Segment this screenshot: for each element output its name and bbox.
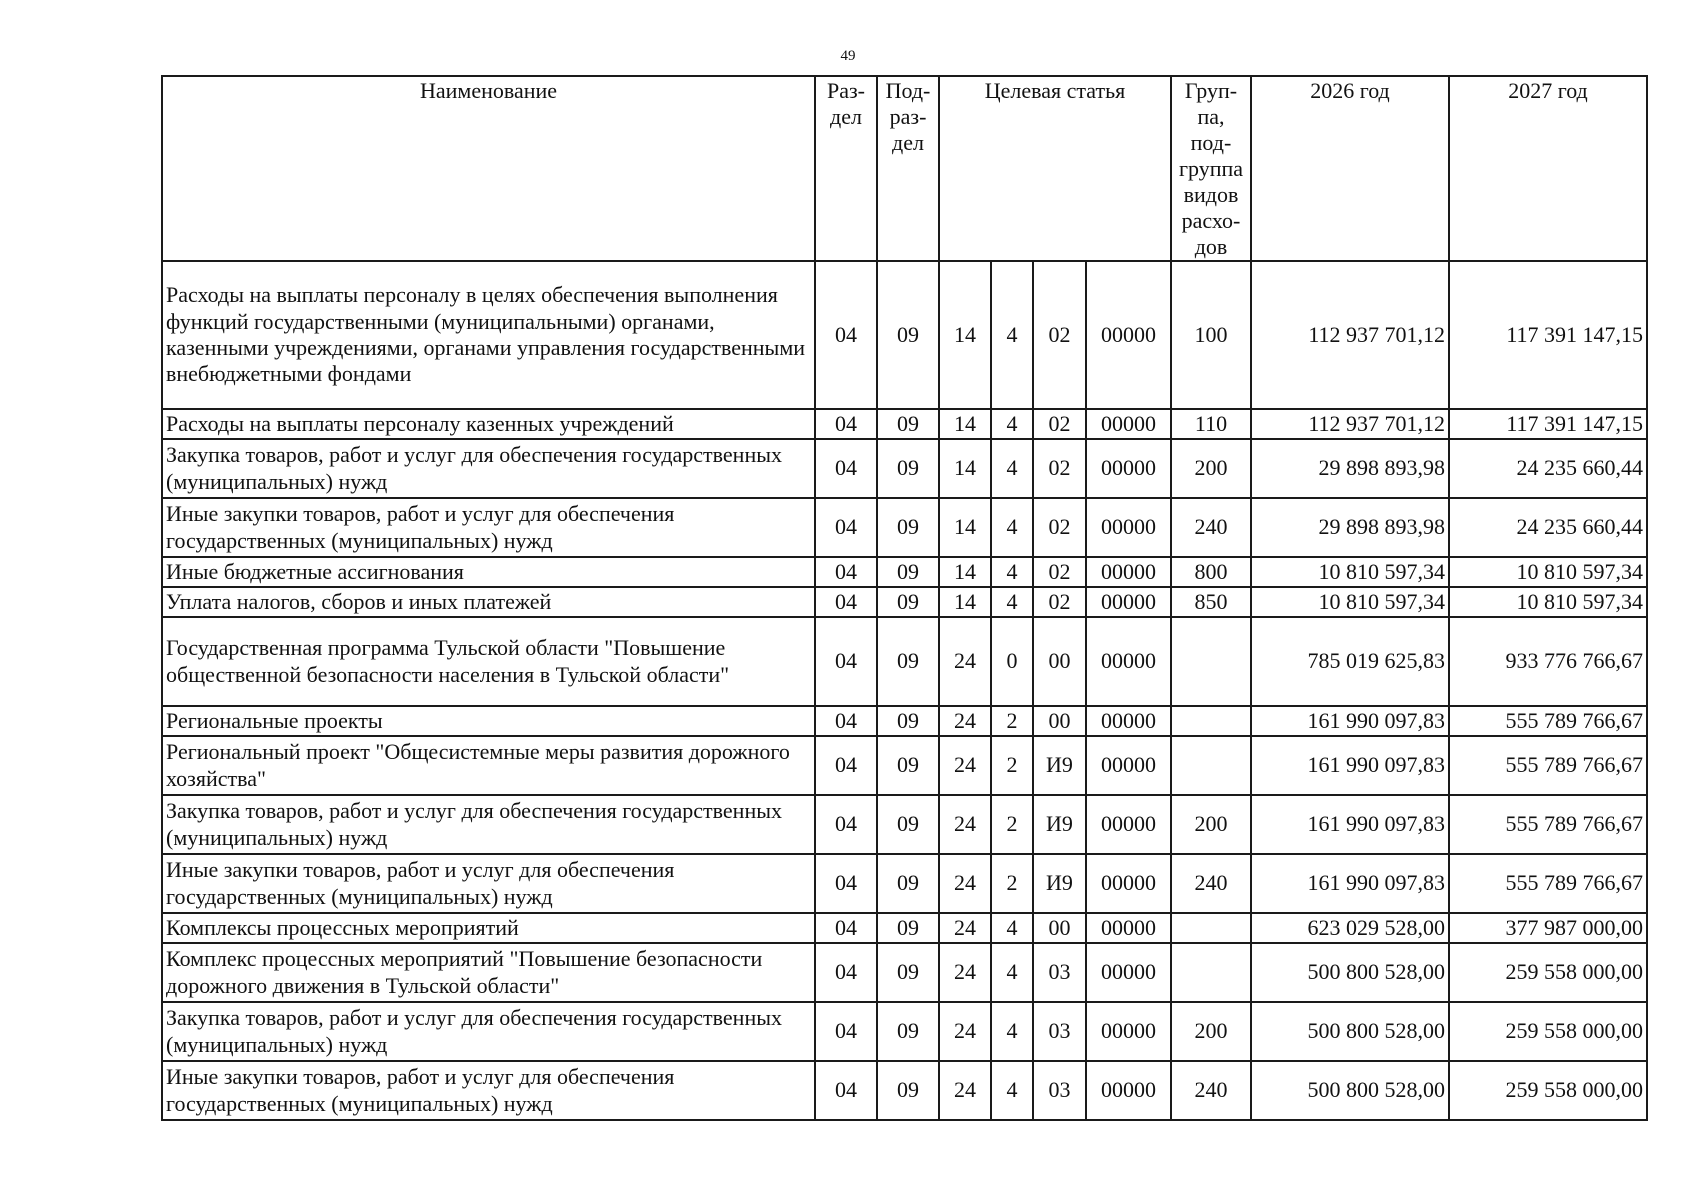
row-section: 04 (815, 1002, 877, 1061)
table-row (162, 409, 1647, 439)
row-target-type: 4 (991, 587, 1033, 617)
row-section: 04 (815, 736, 877, 795)
row-target-direction: 00000 (1086, 1002, 1171, 1061)
row-target-direction: 00000 (1086, 854, 1171, 913)
table-row (162, 261, 1647, 409)
row-target-structure: 00 (1033, 617, 1086, 706)
row-name: Уплата налогов, сборов и иных платежей (162, 587, 815, 617)
row-amount-2026: 161 990 097,83 (1251, 736, 1449, 795)
row-amount-2026: 112 937 701,12 (1251, 261, 1449, 409)
table-row (162, 1061, 1647, 1120)
row-target-direction: 00000 (1086, 795, 1171, 854)
row-target-structure: 00 (1033, 913, 1086, 943)
table-header-row (162, 76, 1647, 261)
row-expense-group: 850 (1171, 587, 1251, 617)
row-target-structure: 02 (1033, 261, 1086, 409)
row-target-program: 14 (939, 587, 991, 617)
row-amount-2027: 377 987 000,00 (1449, 913, 1647, 943)
row-name: Иные бюджетные ассигнования (162, 557, 815, 587)
row-expense-group: 800 (1171, 557, 1251, 587)
row-target-program: 14 (939, 439, 991, 498)
header-2026: 2026 год (1251, 76, 1449, 261)
row-target-type: 2 (991, 736, 1033, 795)
row-section: 04 (815, 617, 877, 706)
row-target-program: 24 (939, 617, 991, 706)
row-amount-2027: 117 391 147,15 (1449, 261, 1647, 409)
row-expense-group: 200 (1171, 795, 1251, 854)
row-amount-2026: 500 800 528,00 (1251, 1002, 1449, 1061)
row-target-direction: 00000 (1086, 439, 1171, 498)
table-row (162, 439, 1647, 498)
row-name: Расходы на выплаты персоналу в целях обеспечения выполнения функций государственными (муниципальными) органами, казенными учреждениями, органами управления государственными внебюджетными фондами (162, 261, 815, 409)
row-amount-2027: 259 558 000,00 (1449, 1061, 1647, 1120)
row-target-program: 24 (939, 854, 991, 913)
budget-table (161, 75, 1648, 1121)
row-subsection: 09 (877, 1061, 939, 1120)
row-expense-group (1171, 617, 1251, 706)
row-amount-2026: 161 990 097,83 (1251, 795, 1449, 854)
table-row (162, 498, 1647, 557)
row-amount-2027: 24 235 660,44 (1449, 439, 1647, 498)
row-name: Иные закупки товаров, работ и услуг для обеспечения государственных (муниципальных) нужд (162, 854, 815, 913)
row-amount-2027: 10 810 597,34 (1449, 557, 1647, 587)
row-target-direction: 00000 (1086, 261, 1171, 409)
row-subsection: 09 (877, 261, 939, 409)
row-subsection: 09 (877, 587, 939, 617)
row-amount-2027: 24 235 660,44 (1449, 498, 1647, 557)
row-target-program: 24 (939, 736, 991, 795)
row-name: Государственная программа Тульской области "Повышение общественной безопасности населения в Тульской области" (162, 617, 815, 706)
row-target-type: 4 (991, 498, 1033, 557)
row-target-type: 4 (991, 1002, 1033, 1061)
header-subsection: Под- раз- дел (877, 76, 939, 261)
row-section: 04 (815, 498, 877, 557)
row-amount-2027: 555 789 766,67 (1449, 795, 1647, 854)
row-section: 04 (815, 854, 877, 913)
row-target-structure: 03 (1033, 943, 1086, 1002)
table-row (162, 943, 1647, 1002)
row-name: Региональные проекты (162, 706, 815, 736)
row-amount-2027: 10 810 597,34 (1449, 587, 1647, 617)
row-target-direction: 00000 (1086, 736, 1171, 795)
row-target-type: 4 (991, 943, 1033, 1002)
table-row (162, 795, 1647, 854)
row-name: Закупка товаров, работ и услуг для обеспечения государственных (муниципальных) нужд (162, 1002, 815, 1061)
table-row (162, 736, 1647, 795)
table-row (162, 854, 1647, 913)
table-row (162, 617, 1647, 706)
row-target-direction: 00000 (1086, 587, 1171, 617)
row-target-structure: 02 (1033, 498, 1086, 557)
row-target-program: 24 (939, 1061, 991, 1120)
row-target-type: 2 (991, 795, 1033, 854)
row-amount-2026: 785 019 625,83 (1251, 617, 1449, 706)
row-amount-2027: 555 789 766,67 (1449, 736, 1647, 795)
row-target-structure: И9 (1033, 795, 1086, 854)
row-section: 04 (815, 706, 877, 736)
row-subsection: 09 (877, 854, 939, 913)
row-name: Иные закупки товаров, работ и услуг для обеспечения государственных (муниципальных) нужд (162, 1061, 815, 1120)
row-amount-2027: 117 391 147,15 (1449, 409, 1647, 439)
row-target-direction: 00000 (1086, 617, 1171, 706)
row-expense-group: 110 (1171, 409, 1251, 439)
row-target-type: 4 (991, 1061, 1033, 1120)
header-name: Наименование (162, 76, 815, 261)
row-name: Расходы на выплаты персоналу казенных учреждений (162, 409, 815, 439)
row-expense-group (1171, 913, 1251, 943)
row-name: Закупка товаров, работ и услуг для обеспечения государственных (муниципальных) нужд (162, 795, 815, 854)
row-amount-2027: 555 789 766,67 (1449, 706, 1647, 736)
table-body (162, 261, 1647, 1120)
row-amount-2026: 10 810 597,34 (1251, 587, 1449, 617)
row-expense-group: 100 (1171, 261, 1251, 409)
row-subsection: 09 (877, 913, 939, 943)
row-section: 04 (815, 943, 877, 1002)
row-target-direction: 00000 (1086, 943, 1171, 1002)
row-target-structure: 02 (1033, 409, 1086, 439)
row-target-program: 24 (939, 913, 991, 943)
row-target-structure: И9 (1033, 854, 1086, 913)
row-target-program: 24 (939, 795, 991, 854)
row-subsection: 09 (877, 409, 939, 439)
row-target-direction: 00000 (1086, 706, 1171, 736)
header-expense-group: Груп- па, под- группа видов расхо- дов (1171, 76, 1251, 261)
row-subsection: 09 (877, 439, 939, 498)
row-section: 04 (815, 795, 877, 854)
row-target-type: 2 (991, 706, 1033, 736)
row-target-type: 4 (991, 557, 1033, 587)
row-name: Региональный проект "Общесистемные меры развития дорожного хозяйства" (162, 736, 815, 795)
table-row (162, 706, 1647, 736)
row-target-structure: 03 (1033, 1002, 1086, 1061)
row-subsection: 09 (877, 498, 939, 557)
row-target-direction: 00000 (1086, 913, 1171, 943)
header-2027: 2027 год (1449, 76, 1647, 261)
row-target-structure: 03 (1033, 1061, 1086, 1120)
row-subsection: 09 (877, 943, 939, 1002)
row-target-program: 14 (939, 409, 991, 439)
row-expense-group: 200 (1171, 1002, 1251, 1061)
row-expense-group: 240 (1171, 1061, 1251, 1120)
row-target-direction: 00000 (1086, 1061, 1171, 1120)
row-expense-group: 240 (1171, 854, 1251, 913)
row-subsection: 09 (877, 736, 939, 795)
table-row (162, 913, 1647, 943)
row-section: 04 (815, 261, 877, 409)
row-section: 04 (815, 557, 877, 587)
row-section: 04 (815, 587, 877, 617)
row-name: Комплексы процессных мероприятий (162, 913, 815, 943)
row-subsection: 09 (877, 706, 939, 736)
row-subsection: 09 (877, 795, 939, 854)
row-section: 04 (815, 1061, 877, 1120)
row-amount-2026: 29 898 893,98 (1251, 498, 1449, 557)
table-row (162, 557, 1647, 587)
row-target-program: 24 (939, 1002, 991, 1061)
row-expense-group (1171, 736, 1251, 795)
row-subsection: 09 (877, 557, 939, 587)
row-expense-group: 200 (1171, 439, 1251, 498)
row-target-structure: И9 (1033, 736, 1086, 795)
row-amount-2027: 259 558 000,00 (1449, 943, 1647, 1002)
row-expense-group (1171, 706, 1251, 736)
row-target-structure: 02 (1033, 439, 1086, 498)
row-section: 04 (815, 913, 877, 943)
row-amount-2027: 555 789 766,67 (1449, 854, 1647, 913)
row-target-type: 4 (991, 913, 1033, 943)
row-name: Закупка товаров, работ и услуг для обеспечения государственных (муниципальных) нужд (162, 439, 815, 498)
row-amount-2026: 500 800 528,00 (1251, 1061, 1449, 1120)
row-expense-group: 240 (1171, 498, 1251, 557)
row-target-program: 14 (939, 557, 991, 587)
row-target-program: 14 (939, 261, 991, 409)
row-target-structure: 00 (1033, 706, 1086, 736)
row-target-program: 24 (939, 706, 991, 736)
row-target-type: 4 (991, 439, 1033, 498)
row-subsection: 09 (877, 1002, 939, 1061)
row-target-type: 4 (991, 409, 1033, 439)
row-name: Комплекс процессных мероприятий "Повышение безопасности дорожного движения в Тульской области" (162, 943, 815, 1002)
row-target-direction: 00000 (1086, 557, 1171, 587)
row-section: 04 (815, 439, 877, 498)
row-name: Иные закупки товаров, работ и услуг для обеспечения государственных (муниципальных) нужд (162, 498, 815, 557)
row-amount-2026: 500 800 528,00 (1251, 943, 1449, 1002)
row-amount-2026: 623 029 528,00 (1251, 913, 1449, 943)
row-target-type: 2 (991, 854, 1033, 913)
row-section: 04 (815, 409, 877, 439)
row-amount-2026: 29 898 893,98 (1251, 439, 1449, 498)
row-target-program: 14 (939, 498, 991, 557)
row-target-structure: 02 (1033, 587, 1086, 617)
row-target-direction: 00000 (1086, 409, 1171, 439)
row-target-type: 4 (991, 261, 1033, 409)
table-row (162, 1002, 1647, 1061)
row-target-direction: 00000 (1086, 498, 1171, 557)
header-section: Раз- дел (815, 76, 877, 261)
table-row (162, 587, 1647, 617)
row-amount-2026: 161 990 097,83 (1251, 706, 1449, 736)
header-target-article: Целевая статья (939, 76, 1171, 261)
row-subsection: 09 (877, 617, 939, 706)
row-amount-2027: 259 558 000,00 (1449, 1002, 1647, 1061)
row-expense-group (1171, 943, 1251, 1002)
row-target-program: 24 (939, 943, 991, 1002)
row-target-structure: 02 (1033, 557, 1086, 587)
row-amount-2026: 161 990 097,83 (1251, 854, 1449, 913)
row-amount-2026: 112 937 701,12 (1251, 409, 1449, 439)
row-amount-2027: 933 776 766,67 (1449, 617, 1647, 706)
row-target-type: 0 (991, 617, 1033, 706)
row-amount-2026: 10 810 597,34 (1251, 557, 1449, 587)
page-number: 49 (840, 48, 856, 64)
